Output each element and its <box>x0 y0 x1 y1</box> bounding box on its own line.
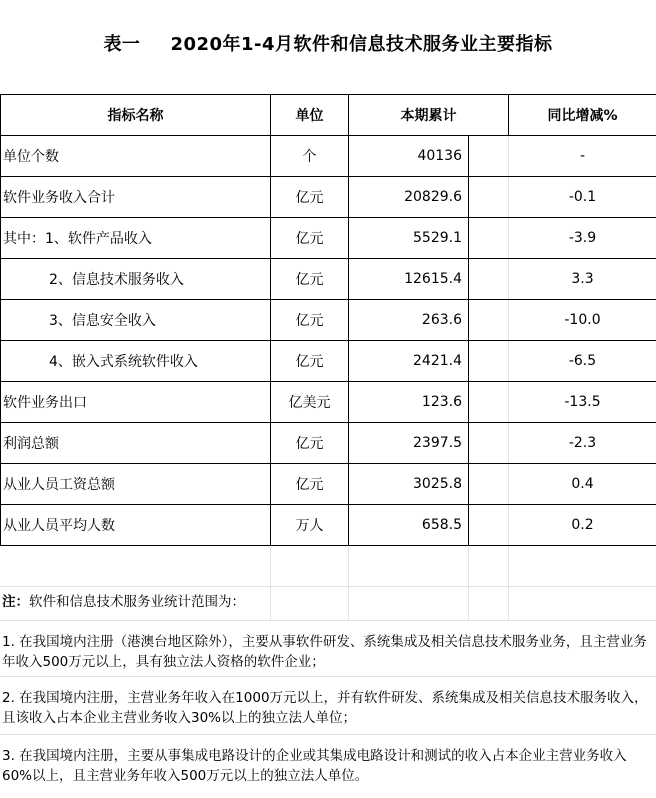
row-spacer <box>469 218 509 259</box>
header-yoy: 同比增减% <box>509 95 656 136</box>
row-unit: 个 <box>271 136 349 177</box>
row-yoy: 0.4 <box>509 464 656 505</box>
row-yoy: -0.1 <box>509 177 656 218</box>
table-row <box>1 423 656 464</box>
table-number: 表一 <box>103 34 141 55</box>
table-row <box>1 505 656 546</box>
table-row <box>1 136 656 177</box>
row-spacer <box>469 423 509 464</box>
row-value: 263.6 <box>349 300 469 341</box>
table-row <box>1 341 656 382</box>
row-value: 3025.8 <box>349 464 469 505</box>
gridline <box>0 586 656 587</box>
row-unit: 亿元 <box>271 341 349 382</box>
row-name: 其中：1、软件产品收入 <box>1 218 271 259</box>
note-item-2: 2. 在我国境内注册，主营业务年收入在1000万元以上，并有软件研发、系统集成及相关信息技术服务收入，且该收入占本企业主营业务收入30%以上的独立法人单位； <box>2 690 648 726</box>
gridline <box>0 676 656 677</box>
notes-heading <box>0 592 654 612</box>
table-title-text: 2020年1-4月软件和信息技术服务业主要指标 <box>170 34 553 55</box>
header-unit: 单位 <box>271 95 349 136</box>
notes-heading-text: 软件和信息技术服务业统计范围为： <box>29 594 245 610</box>
row-yoy: 3.3 <box>509 259 656 300</box>
row-name: 从业人员平均人数 <box>1 505 271 546</box>
row-yoy: -3.9 <box>509 218 656 259</box>
row-name: 2、信息技术服务收入 <box>1 259 271 300</box>
row-unit: 万人 <box>271 505 349 546</box>
gridline <box>0 620 656 621</box>
row-value: 658.5 <box>349 505 469 546</box>
note-item-3: 3. 在我国境内注册，主要从事集成电路设计的企业或其集成电路设计和测试的收入占本企业主营业务收入60%以上，且主营业务年收入500万元以上的独立法人单位。 <box>2 748 627 784</box>
table-row <box>1 177 656 218</box>
indicator-table <box>0 94 656 546</box>
notes-label: 注： <box>2 594 29 610</box>
row-unit: 亿元 <box>271 300 349 341</box>
row-spacer <box>469 341 509 382</box>
row-spacer <box>469 259 509 300</box>
table-row <box>1 464 656 505</box>
table-row <box>1 300 656 341</box>
row-unit: 亿元 <box>271 464 349 505</box>
row-value: 40136 <box>349 136 469 177</box>
row-unit: 亿元 <box>271 218 349 259</box>
row-value: 2421.4 <box>349 341 469 382</box>
row-yoy: -6.5 <box>509 341 656 382</box>
note-item-1: 1. 在我国境内注册（港澳台地区除外），主要从事软件研发、系统集成及相关信息技术服务业务，且主营业务年收入500万元以上，具有独立法人资格的软件企业； <box>2 634 647 670</box>
row-spacer <box>469 382 509 423</box>
row-spacer <box>469 505 509 546</box>
row-spacer <box>469 136 509 177</box>
row-name: 利润总额 <box>1 423 271 464</box>
row-spacer <box>469 300 509 341</box>
row-name: 从业人员工资总额 <box>1 464 271 505</box>
row-yoy: -13.5 <box>509 382 656 423</box>
table-row <box>1 218 656 259</box>
header-name: 指标名称 <box>1 95 271 136</box>
header-cumulative: 本期累计 <box>349 95 509 136</box>
row-unit: 亿元 <box>271 259 349 300</box>
row-name: 单位个数 <box>1 136 271 177</box>
row-unit: 亿元 <box>271 423 349 464</box>
table-row <box>1 382 656 423</box>
table-header-row <box>1 95 656 136</box>
row-value: 123.6 <box>349 382 469 423</box>
row-yoy: 0.2 <box>509 505 656 546</box>
page-title <box>0 30 656 56</box>
row-name: 软件业务收入合计 <box>1 177 271 218</box>
row-value: 5529.1 <box>349 218 469 259</box>
row-yoy: -10.0 <box>509 300 656 341</box>
row-spacer <box>469 464 509 505</box>
row-unit: 亿美元 <box>271 382 349 423</box>
gridline <box>0 734 656 735</box>
row-name: 4、嵌入式系统软件收入 <box>1 341 271 382</box>
row-value: 2397.5 <box>349 423 469 464</box>
row-name: 软件业务出口 <box>1 382 271 423</box>
row-yoy: - <box>509 136 656 177</box>
table-row <box>1 259 656 300</box>
row-yoy: -2.3 <box>509 423 656 464</box>
row-name: 3、信息安全收入 <box>1 300 271 341</box>
row-unit: 亿元 <box>271 177 349 218</box>
row-value: 12615.4 <box>349 259 469 300</box>
row-spacer <box>469 177 509 218</box>
row-value: 20829.6 <box>349 177 469 218</box>
